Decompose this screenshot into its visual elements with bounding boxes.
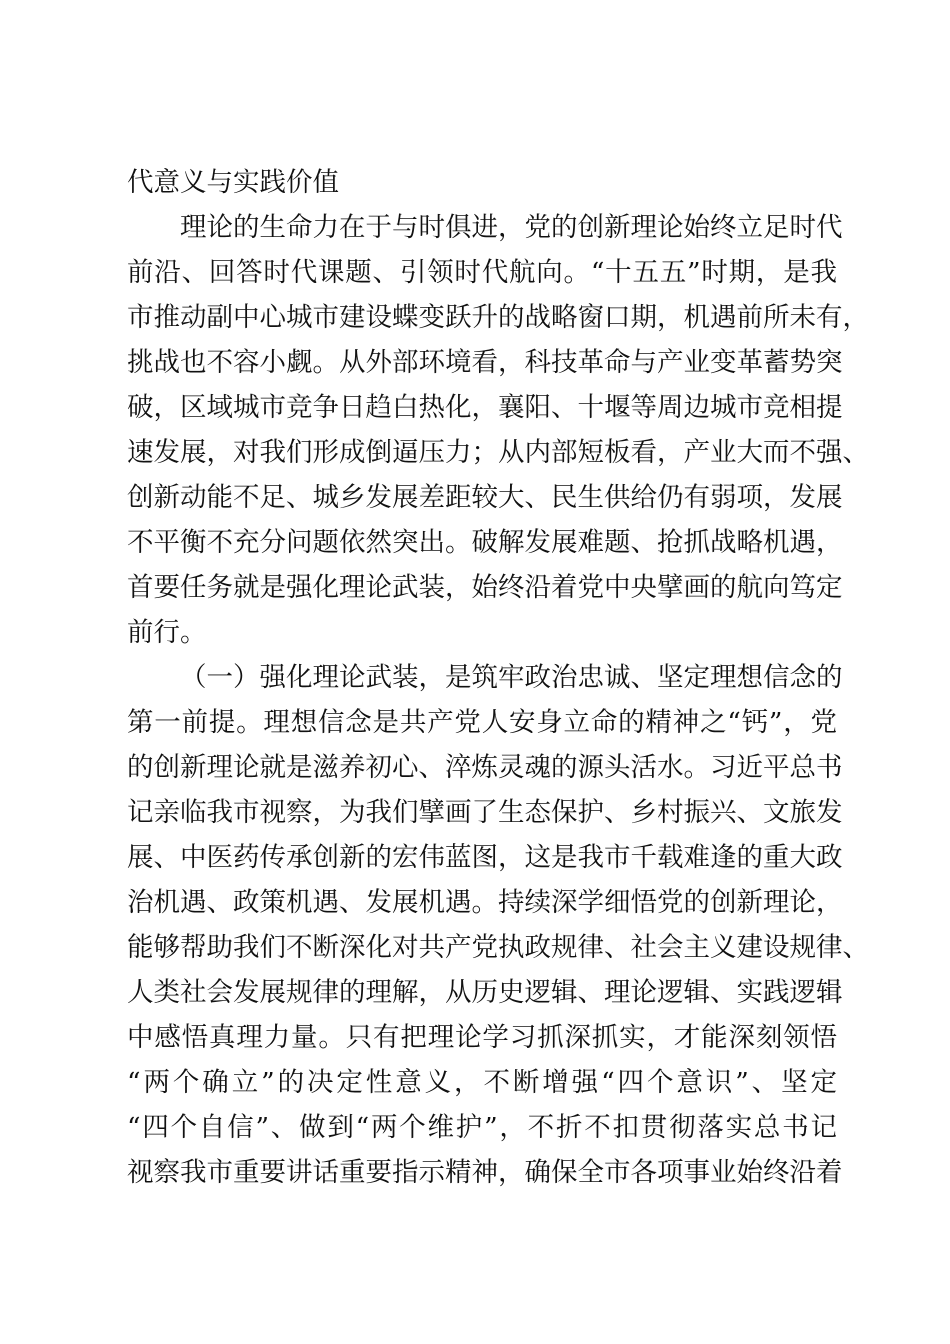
paragraph-line: 第一前提。理想信念是共产党人安身立命的精神之“钙”，党 <box>127 707 837 738</box>
paragraph-line: “四个自信”、做到“两个维护”，不折不扣贯彻落实总书记 <box>127 1112 837 1143</box>
paragraph-line: 记亲临我市视察，为我们擘画了生态保护、乡村振兴、文旅发 <box>127 797 843 828</box>
paragraph-line: 前行。 <box>127 617 207 648</box>
paragraph-line: 不平衡不充分问题依然突出。破解发展难题、抢抓战略机遇， <box>127 527 843 558</box>
paragraph-line: “两个确立”的决定性意义，不断增强“四个意识”、坚定 <box>127 1067 837 1098</box>
paragraph-line: 中感悟真理力量。只有把理论学习抓深抓实，才能深刻领悟 <box>127 1022 837 1053</box>
section-heading-line: （一）强化理论武装，是筑牢政治忠诚、坚定理想信念的 <box>180 662 843 693</box>
paragraph-line: 治机遇、政策机遇、发展机遇。持续深学细悟党的创新理论， <box>127 887 843 918</box>
paragraph-line: 前沿、回答时代课题、引领时代航向。“十五五”时期，是我 <box>127 257 837 288</box>
paragraph-line: 首要任务就是强化理论武装，始终沿着党中央擘画的航向笃定 <box>127 572 843 603</box>
paragraph-line: 速发展，对我们形成倒逼压力；从内部短板看，产业大而不强、 <box>127 437 869 468</box>
document-body <box>127 160 869 1195</box>
paragraph-line: 能够帮助我们不断深化对共产党执政规律、社会主义建设规律、 <box>127 932 869 963</box>
paragraph-line: 视察我市重要讲话重要指示精神，确保全市各项事业始终沿着 <box>127 1157 843 1188</box>
paragraph-line: 的创新理论就是滋养初心、淬炼灵魂的源头活水。习近平总书 <box>127 752 843 783</box>
paragraph-line: 破，区域城市竞争日趋白热化，襄阳、十堰等周边城市竞相提 <box>127 392 843 423</box>
paragraph-line: 人类社会发展规律的理解，从历史逻辑、理论逻辑、实践逻辑 <box>127 977 843 1008</box>
paragraph-line: 创新动能不足、城乡发展差距较大、民生供给仍有弱项，发展 <box>127 482 843 513</box>
paragraph-line: 挑战也不容小觑。从外部环境看，科技革命与产业变革蓄势突 <box>127 347 843 378</box>
paragraph-line: 市推动副中心城市建设蝶变跃升的战略窗口期，机遇前所未有， <box>127 302 869 333</box>
paragraph-line: 理论的生命力在于与时俱进，党的创新理论始终立足时代 <box>180 212 843 243</box>
paragraph-line: 展、中医药传承创新的宏伟蓝图，这是我市千载难逢的重大政 <box>127 842 843 873</box>
paragraph-line-continuation: 代意义与实践价值 <box>127 167 339 198</box>
